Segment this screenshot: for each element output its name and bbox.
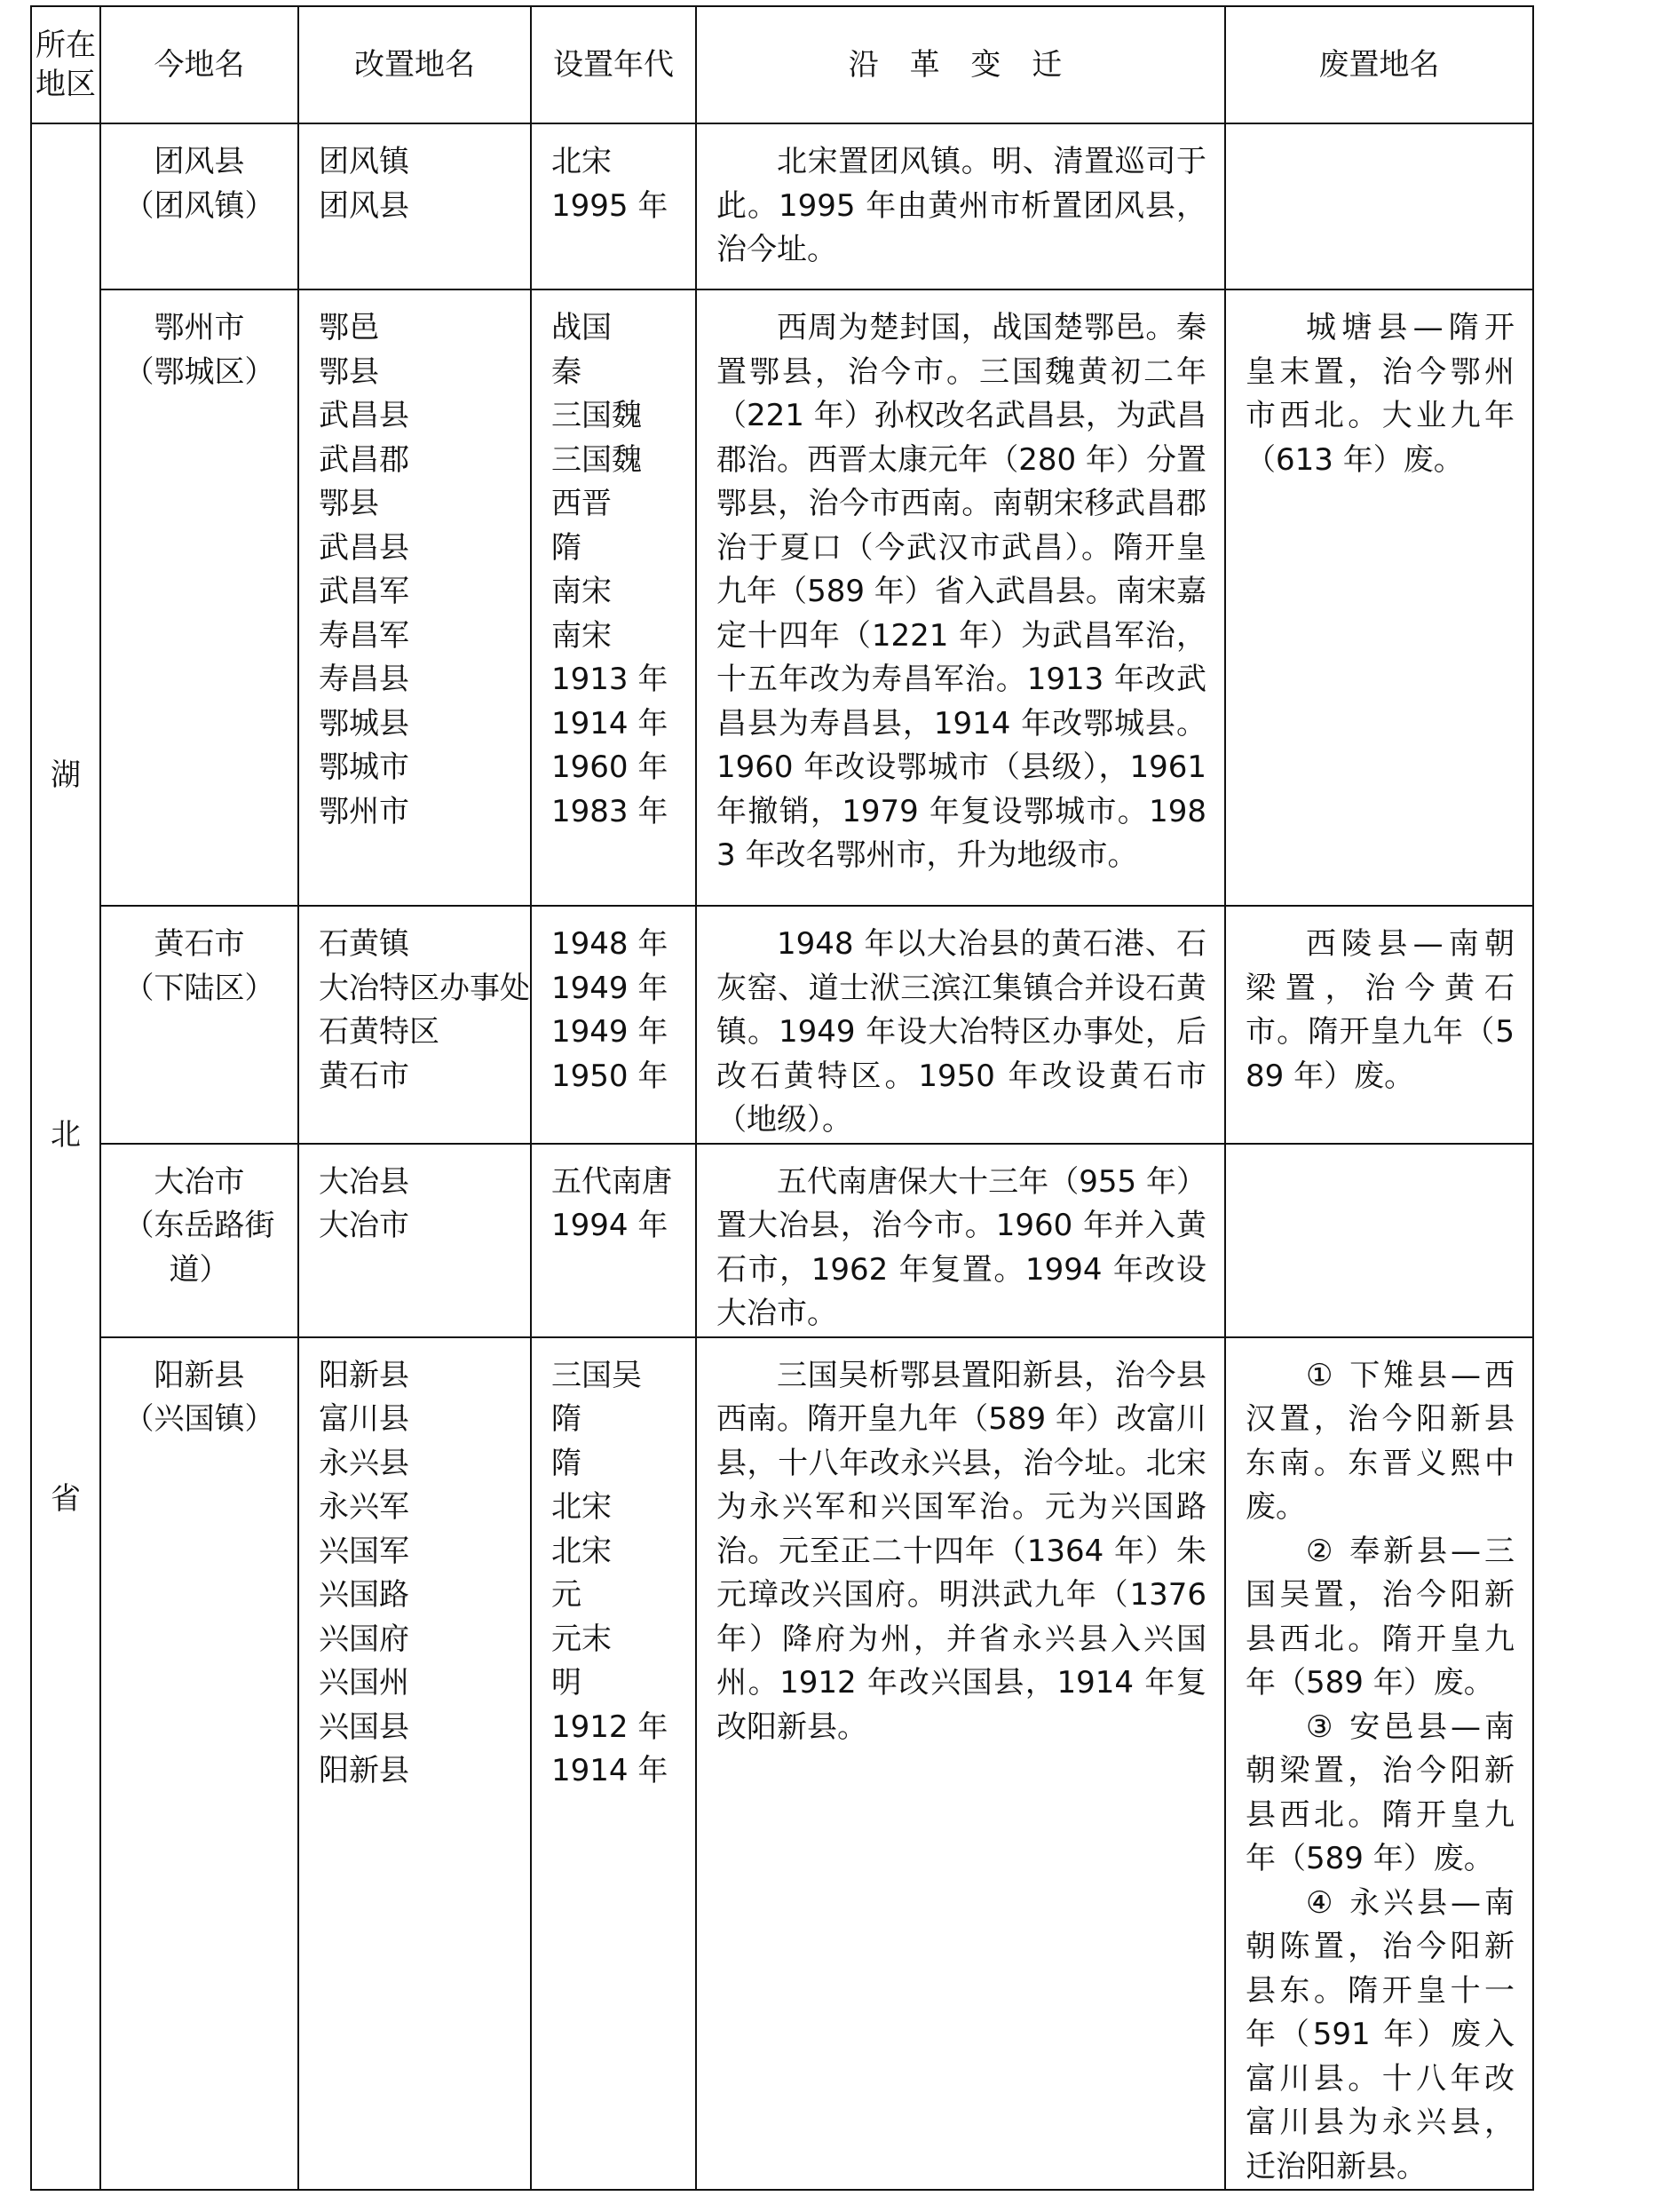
renamed-item: 大冶市	[319, 1208, 409, 1243]
abolished-cell	[1225, 906, 1533, 1144]
current-name: 鄂州市	[154, 310, 245, 345]
year-item: 北宋	[551, 1489, 612, 1525]
abolished-item: 西陵县—南朝梁置，治今黄石市。隋开皇九年（589 年）废。	[1246, 926, 1515, 1094]
year-item: 南宋	[551, 574, 612, 609]
region-char: 省	[51, 1481, 81, 1517]
renamed-cell	[298, 289, 531, 906]
year-item: 1912 年	[551, 1709, 668, 1745]
year-item: 隋	[551, 1445, 581, 1481]
year-item: 1949 年	[551, 970, 668, 1006]
current-name-cell	[100, 1337, 298, 2191]
history-text: 三国吴析鄂县置阳新县，治今县西南。隋开皇九年（589 年）改富川县，十八年改永兴县，治今址。北宋为永兴军和兴国军治。元为兴国路治。元至正二十四年（1364 年）朱元璋改兴国府。明洪武九年（1376 年）降府为州，并省永兴县入兴国州。1912 年改兴国县，1914 年复改阳新县。	[716, 1357, 1206, 1745]
current-name: 团风县	[154, 144, 245, 179]
table-row	[31, 1144, 1533, 1337]
renamed-item: 石黄镇	[319, 926, 409, 962]
year-item: 1994 年	[551, 1208, 668, 1243]
header-renamed: 改置地名	[298, 6, 531, 123]
abolished-item: ③ 安邑县—南朝梁置，治今阳新县西北。隋开皇九年（589 年）废。	[1246, 1709, 1515, 1876]
year-cell	[531, 289, 696, 906]
history-cell	[696, 289, 1225, 906]
current-name: 大冶市	[154, 1163, 245, 1200]
renamed-cell	[298, 906, 531, 1144]
year-cell	[531, 906, 696, 1144]
county-seat: （下陆区）	[123, 970, 275, 1006]
table-row	[31, 1337, 1533, 2191]
current-name-cell	[100, 906, 298, 1144]
renamed-item: 兴国府	[319, 1621, 409, 1657]
year-item: 南宋	[551, 617, 612, 654]
history-text: 1948 年以大冶县的黄石港、石灰窑、道士洑三滨江集镇合并设石黄镇。1949 年设大冶特区办事处，后改石黄特区。1950 年改设黄石市（地级）。	[716, 926, 1206, 1138]
abolished-item: ① 下雉县—西汉置，治今阳新县东南。东晋义熙中废。	[1246, 1357, 1515, 1525]
year-item: 北宋	[551, 144, 612, 179]
renamed-item: 武昌郡	[319, 441, 409, 478]
history-cell	[696, 1144, 1225, 1337]
renamed-item: 阳新县	[319, 1753, 409, 1788]
year-item: 1913 年	[551, 662, 668, 697]
header-abolished: 废置地名	[1225, 6, 1533, 123]
renamed-item: 兴国县	[319, 1709, 409, 1745]
history-text: 西周为楚封国，战国楚鄂邑。秦置鄂县，治今市。三国魏黄初二年（221 年）孙权改名武昌县，为武昌郡治。西晋太康元年（280 年）分置鄂县，治今市西南。南朝宋移武昌郡治于夏口（今武汉市武昌）。隋开皇九年（589 年）省入武昌县。南宋嘉定十四年（1221 年）为武昌军治，十五年改为寿昌军治。1913 年改武昌县为寿昌县，1914 年改鄂城县。1960 年改设鄂城市（县级），1961 年撤销，1979 年复设鄂城市。1983 年改名鄂州市，升为地级市。	[716, 310, 1206, 873]
abolished-cell	[1225, 289, 1533, 906]
renamed-cell	[298, 1337, 531, 2191]
current-name: 阳新县	[154, 1357, 245, 1393]
year-item: 1960 年	[551, 749, 668, 785]
renamed-item: 武昌县	[319, 529, 409, 566]
renamed-item: 鄂县	[319, 353, 379, 390]
county-seat: （东岳路街道）	[123, 1208, 275, 1288]
history-text: 五代南唐保大十三年（955 年）置大冶县，治今市。1960 年并入黄石市，1962 年复置。1994 年改设大冶市。	[716, 1163, 1206, 1331]
renamed-item: 团风镇	[319, 144, 409, 179]
abolished-item: 城塘县—隋开皇末置，治今鄂州市西北。大业九年（613 年）废。	[1246, 310, 1515, 478]
table-row	[31, 123, 1533, 289]
renamed-item: 大冶特区办事处	[319, 970, 530, 1006]
current-name: 黄石市	[154, 926, 245, 962]
gazetteer-table	[30, 5, 1534, 2191]
year-item: 秦	[551, 353, 581, 390]
table-row	[31, 289, 1533, 906]
header-region-text: 所在地区	[36, 28, 96, 102]
header-row	[31, 6, 1533, 123]
renamed-item: 黄石市	[319, 1058, 409, 1094]
renamed-item: 兴国路	[319, 1577, 409, 1613]
year-item: 1995 年	[551, 187, 668, 224]
region-cell	[31, 123, 100, 2190]
year-cell	[531, 1144, 696, 1337]
county-seat: （兴国镇）	[123, 1401, 275, 1437]
year-item: 隋	[551, 1401, 581, 1437]
abolished-cell	[1225, 1337, 1533, 2191]
abolished-item: ④ 永兴县—南朝陈置，治今阳新县东。隋开皇十一年（591 年）废入富川县。十八年改富川县为永兴县，迁治阳新县。	[1246, 1884, 1515, 2184]
current-name-cell	[100, 1144, 298, 1337]
county-seat: （团风镇）	[123, 187, 275, 224]
year-item: 三国魏	[551, 398, 642, 433]
year-item: 1949 年	[551, 1014, 668, 1050]
history-cell	[696, 1337, 1225, 2191]
region-char: 北	[51, 1117, 81, 1153]
year-cell	[531, 1337, 696, 2191]
renamed-item: 兴国州	[319, 1665, 409, 1701]
year-item: 明	[551, 1665, 581, 1701]
year-item: 五代南唐	[551, 1163, 672, 1200]
renamed-item: 寿昌县	[319, 662, 409, 697]
year-item: 1950 年	[551, 1058, 668, 1094]
year-item: 三国吴	[551, 1357, 642, 1393]
renamed-item: 永兴县	[319, 1445, 409, 1481]
renamed-cell	[298, 123, 531, 289]
year-item: 元	[551, 1577, 581, 1613]
year-cell	[531, 123, 696, 289]
history-cell	[696, 123, 1225, 289]
header-region	[31, 6, 100, 123]
year-item: 西晋	[551, 486, 612, 521]
renamed-item: 兴国军	[319, 1533, 409, 1569]
renamed-item: 鄂州市	[319, 793, 409, 829]
renamed-item: 武昌县	[319, 398, 409, 433]
renamed-item: 鄂邑	[319, 310, 379, 345]
renamed-item: 阳新县	[319, 1357, 409, 1393]
abolished-item: ② 奉新县—三国吴置，治今阳新县西北。隋开皇九年（589 年）废。	[1246, 1533, 1515, 1701]
year-item: 隋	[551, 529, 581, 566]
header-history: 沿 革 变 迁	[696, 6, 1225, 123]
year-item: 1914 年	[551, 1753, 668, 1788]
table-row	[31, 906, 1533, 1144]
year-item: 战国	[551, 310, 612, 345]
year-item: 三国魏	[551, 441, 642, 478]
region-char: 湖	[51, 757, 81, 793]
renamed-item: 寿昌军	[319, 617, 409, 654]
renamed-item: 鄂城市	[319, 749, 409, 785]
year-item: 1948 年	[551, 926, 668, 962]
header-year: 设置年代	[531, 6, 696, 123]
renamed-item: 富川县	[319, 1401, 409, 1437]
renamed-item: 石黄特区	[319, 1014, 439, 1050]
abolished-cell	[1225, 123, 1533, 289]
renamed-item: 团风县	[319, 187, 409, 224]
header-current-name: 今地名	[100, 6, 298, 123]
year-item: 元末	[551, 1621, 612, 1657]
renamed-item: 永兴军	[319, 1489, 409, 1525]
renamed-item: 鄂城县	[319, 705, 409, 741]
renamed-item: 武昌军	[319, 574, 409, 609]
county-seat: （鄂城区）	[123, 353, 275, 390]
current-name-cell	[100, 289, 298, 906]
abolished-cell	[1225, 1144, 1533, 1337]
renamed-item: 鄂县	[319, 486, 379, 521]
year-item: 北宋	[551, 1533, 612, 1569]
history-text: 北宋置团风镇。明、清置巡司于此。1995 年由黄州市析置团风县，治今址。	[716, 144, 1206, 267]
year-item: 1914 年	[551, 705, 668, 741]
renamed-cell	[298, 1144, 531, 1337]
renamed-item: 大冶县	[319, 1163, 409, 1200]
year-item: 1983 年	[551, 793, 668, 829]
history-cell	[696, 906, 1225, 1144]
current-name-cell	[100, 123, 298, 289]
